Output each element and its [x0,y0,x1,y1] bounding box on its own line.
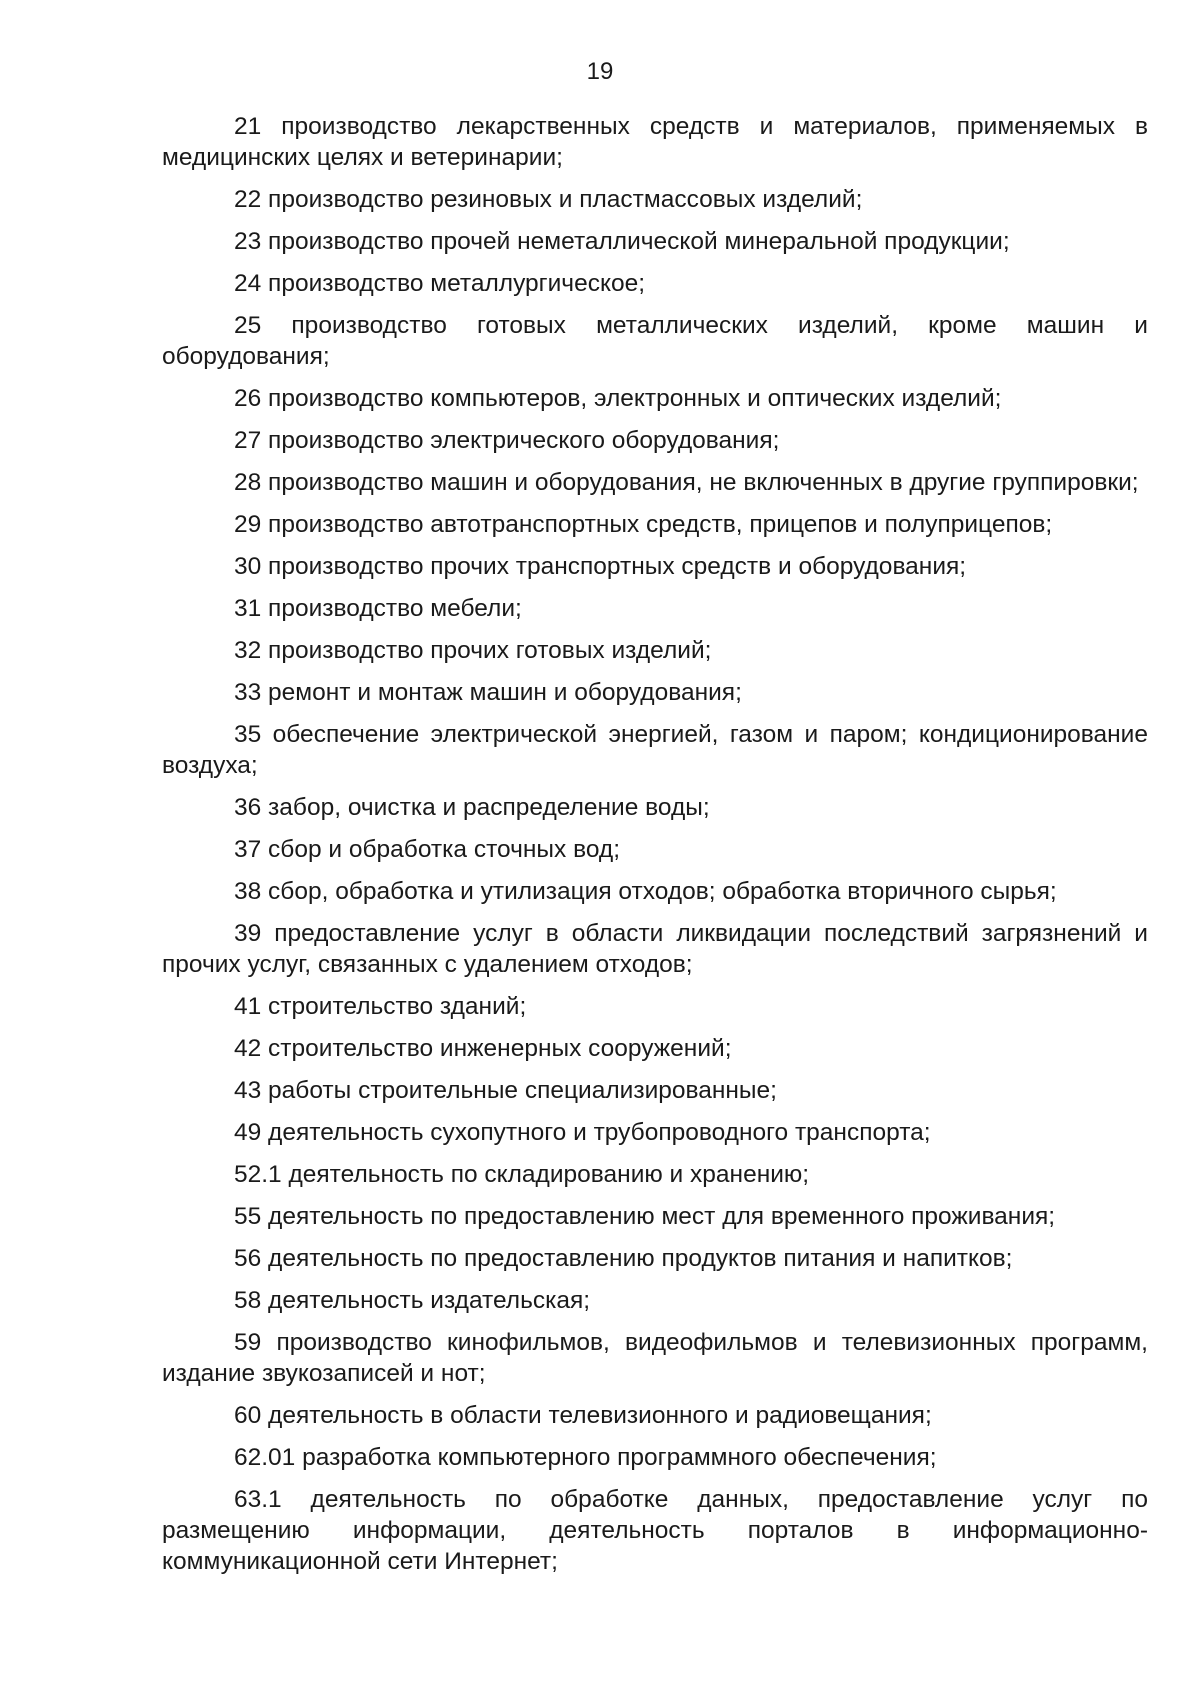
list-item: 43 работы строительные специализированные; [234,1077,777,1104]
list-item: 24 производство металлургическое; [234,270,645,297]
list-item: 26 производство компьютеров, электронных и оптических изделий; [234,385,1002,412]
list-item: 63.1 деятельность по обработке данных, предоставление услуг по размещению информации, деятельность порталов в информационно-коммуникационной сети Интернет; [162,1486,1148,1575]
list-item: 29 производство автотранспортных средств, прицепов и полуприцепов; [234,511,1053,538]
list-item: 39 предоставление услуг в области ликвидации последствий загрязнений и прочих услуг, связанных с удалением отходов; [162,920,1148,978]
list-item: 59 производство кинофильмов, видеофильмов и телевизионных программ, издание звукозаписей и нот; [162,1329,1148,1387]
list-item: 31 производство мебели; [234,595,522,622]
list-item: 62.01 разработка компьютерного программного обеспечения; [234,1444,937,1471]
list-item: 37 сбор и обработка сточных вод; [234,836,621,863]
page-number: 19 [586,58,614,85]
list-item: 52.1 деятельность по складированию и хранению; [234,1161,810,1188]
list-item: 41 строительство зданий; [234,993,527,1020]
list-item: 28 производство машин и оборудования, не включенных в другие группировки; [234,469,1139,496]
list-item: 23 производство прочей неметаллической минеральной продукции; [234,228,1010,255]
list-item: 36 забор, очистка и распределение воды; [234,794,710,821]
list-item: 42 строительство инженерных сооружений; [234,1035,732,1062]
list-item: 56 деятельность по предоставлению продуктов питания и напитков; [234,1245,1013,1272]
list-item: 27 производство электрического оборудования; [234,427,780,454]
list-item: 35 обеспечение электрической энергией, газом и паром; кондиционирование воздуха; [162,721,1148,779]
list-item: 22 производство резиновых и пластмассовых изделий; [234,186,863,213]
list-item: 32 производство прочих готовых изделий; [234,637,712,664]
list-item: 60 деятельность в области телевизионного и радиовещания; [234,1402,932,1429]
document-body [162,111,1148,1588]
list-item: 33 ремонт и монтаж машин и оборудования; [234,679,742,706]
list-item: 25 производство готовых металлических изделий, кроме машин и оборудования; [162,312,1148,370]
list-item: 38 сбор, обработка и утилизация отходов; обработка вторичного сырья; [234,878,1057,905]
list-item: 30 производство прочих транспортных средств и оборудования; [234,553,967,580]
list-item: 49 деятельность сухопутного и трубопроводного транспорта; [234,1119,931,1146]
list-item: 21 производство лекарственных средств и материалов, применяемых в медицинских целях и ветеринарии; [162,113,1148,171]
list-item: 58 деятельность издательская; [234,1287,591,1314]
list-item: 55 деятельность по предоставлению мест для временного проживания; [234,1203,1056,1230]
